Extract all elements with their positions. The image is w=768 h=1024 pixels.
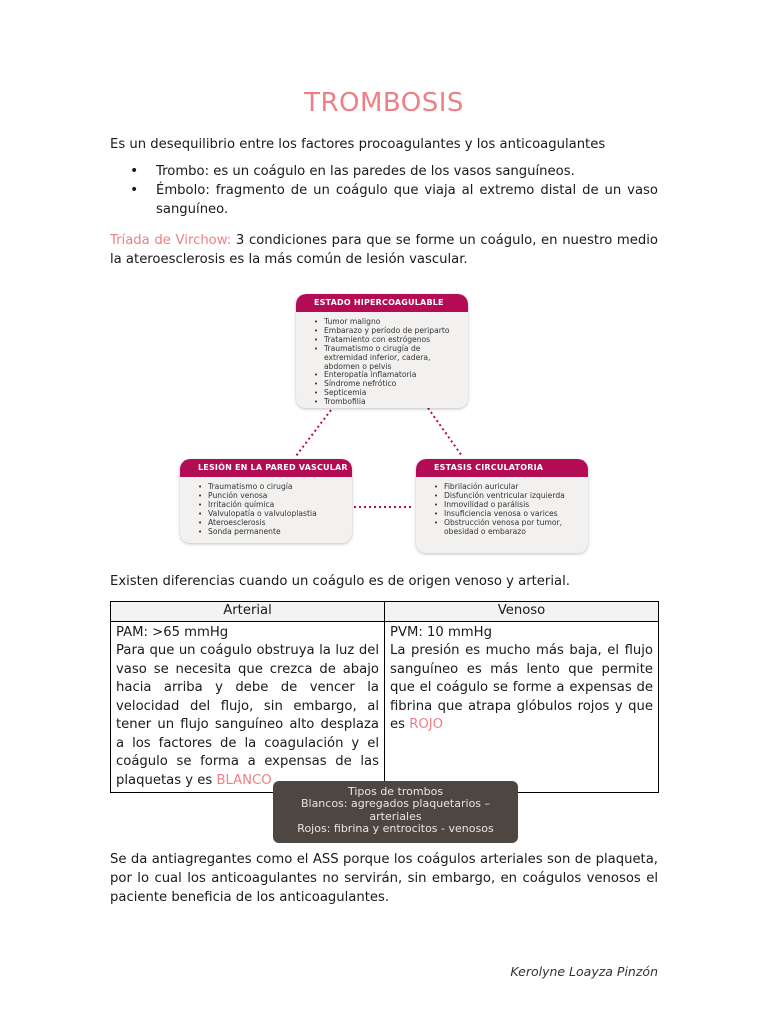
connector-top-left [296,410,331,456]
card-vascular-injury [180,459,352,543]
list-item: • Sonda permanente [198,526,281,536]
header-arterial: Arterial [111,602,385,622]
list-item: • Tratamiento con estrógenos [314,334,431,344]
card-heading: ESTADO HIPERCOAGULABLE [296,294,468,312]
box-line: Blancos: agregados plaquetarios – [300,797,491,811]
card-hypercoagulable [296,294,468,408]
closing-paragraph: Se da antiagregantes como el ASS porque los coágulos arteriales son de plaqueta, por lo cual los anticoagulantes no servirán, sin embargo, en coágulos venosos el paciente beneficia de los anticoagulantes. [110,852,658,905]
list-item: • Trombofilia [314,397,366,407]
definition-embolo: fragmento de un coágulo que viaja al extremo distal de un vaso sanguíneo. [156,183,658,217]
pam-value: >65 mmHg [147,624,229,640]
pvm-value: 10 mmHg [422,624,492,640]
list-item: • Traumatismo o cirugía de extremidad inferior, cadera, abdomen o pelvis [314,343,431,371]
card-heading: LESIÓN EN LA PARED VASCULAR [180,459,352,477]
list-item: • Síndrome nefrótico [314,379,397,389]
list-item: • Punción venosa [198,490,268,500]
card-list [180,477,352,536]
list-item: • Inmovilidad o parálisis [434,499,530,509]
term-embolo: Émbolo: [156,183,210,198]
list-item: • Irritación química [198,499,275,509]
list-item: • Disfunción ventricular izquierda [434,490,565,500]
bullet-icon: • [314,344,319,353]
box-line: Tipos de trombos [347,785,444,798]
bullet-icon: • [434,518,439,527]
bullet-icon: • [314,389,319,398]
definition-list [130,162,658,219]
bullet-icon: • [434,483,439,491]
venoso-body: La presión es mucho más baja, el flujo sanguíneo es más lento que permite que el coágulo se forme a expensas de fibrina que atrapa glóbulos rojos y que es ROJO [390,643,653,732]
card-list [296,312,468,407]
bullet-icon: • [314,380,319,389]
bullet-icon: • [198,518,203,527]
card-list [416,477,588,536]
bullet-icon: • [314,335,319,344]
highlight-rojo: ROJO [409,717,443,732]
list-item: • Insuficiencia venosa o varices [434,508,558,518]
box-line: Rojos: fibrina y entrocitos - venosos [297,822,494,836]
bullet-icon: • [434,509,439,518]
diff-paragraph: Existen diferencias cuando un coágulo es de origen venoso y arterial. [110,574,570,589]
list-item: • Ateroesclerosis [198,517,266,527]
bullet-icon: • [434,491,439,500]
pvm-label: PVM: [390,624,423,640]
card-heading: ESTASIS CIRCULATORIA [416,459,588,477]
bullet-icon: • [130,182,139,198]
bullet-icon: • [314,371,319,380]
cell-arterial [111,621,385,793]
list-item: • Valvulopatía o valvuloplastia [198,508,317,518]
list-item: • Traumatismo o cirugía [198,482,293,491]
comparison-table [110,601,659,793]
intro-paragraph: Es un desequilibrio entre los factores procoagulantes y los anticoagulantes [110,137,606,152]
bullet-icon: • [198,491,203,500]
definition-trombo: es un coágulo en las paredes de los vasos sanguíneos. [209,164,575,179]
page-title: TROMBOSIS [304,88,464,118]
thrombus-types-box [273,781,518,843]
virchow-paragraph [110,231,658,269]
list-item: • Enteropatía inflamatoria [314,370,417,380]
table-row [111,621,659,793]
list-item [130,162,658,181]
bullet-icon: • [314,318,319,326]
table-header-row [111,602,659,622]
card-circulatory-stasis [416,459,588,553]
box-line: arteriales [369,809,422,823]
list-item: • Embarazo y período de periparto [314,325,450,335]
list-item: • Tumor maligno [314,317,381,326]
term-trombo: Trombo: [156,164,210,179]
pam-line [116,624,379,643]
bullet-icon: • [198,483,203,491]
bullet-icon: • [198,509,203,518]
list-item [130,181,658,219]
virchow-triad-diagram [178,290,590,556]
list-item: • Fibrilación auricular [434,482,519,491]
author-signature: Kerolyne Loayza Pinzón [510,964,658,979]
bullet-icon: • [434,500,439,509]
list-item: • Septicemia [314,388,367,398]
virchow-label: Tríada de Virchow: [110,233,232,248]
bullet-icon: • [314,326,319,335]
cell-venoso [385,621,659,793]
virchow-text: 3 condiciones para que se forme un coágulo, en nuestro medio la ateroesclerosis es la más común de lesión vascular. [110,233,658,267]
arterial-body: Para que un coágulo obstruya la luz del vaso se necesita que crezca de abajo hacia arriba y debe de vencer la velocidad del flujo, sin embargo, al tener un flujo sanguíneo alto desplaza a los factores de la coagulación y el coágulo se forma a expensas de las plaquetas y es BLANCO [116,643,379,788]
header-venoso: Venoso [385,602,659,622]
pam-label: PAM: [116,624,148,640]
connector-top-right [428,408,462,456]
list-item: • Obstrucción venosa por tumor, obesidad o embarazo [434,517,563,536]
pvm-line [390,624,653,643]
bullet-icon: • [198,500,203,509]
bullet-icon: • [130,163,139,179]
bullet-icon: • [198,527,203,536]
bullet-icon: • [314,398,319,407]
highlight-blanco: BLANCO [216,772,272,788]
